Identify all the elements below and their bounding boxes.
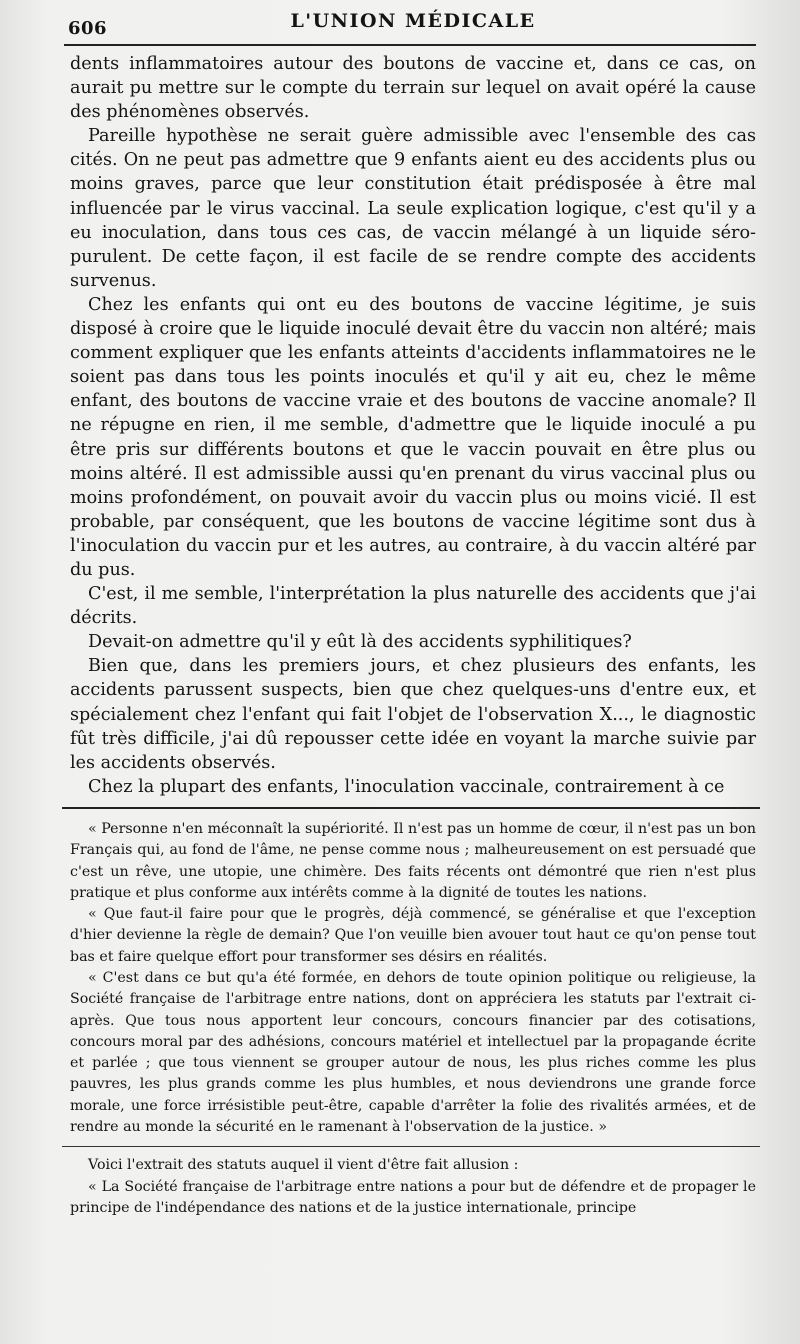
body-paragraph-4: C'est, il me semble, l'interprétation la plus naturelle des accidents que j'ai décrits.	[70, 584, 756, 629]
body-paragraph-1: dents inflammatoires autour des boutons de vaccine et, dans ce cas, on aurait pu mettre sur le compte du terrain sur lequel on avait opéré la cause des phénomènes observés.	[70, 54, 756, 123]
body-paragraph-3: Chez les enfants qui ont eu des boutons de vaccine légitime, je suis disposé à croire que le liquide inoculé devait être du vaccin non altéré; mais comment expliquer que les enfants atteints d'accidents inflammatoires ne le soient pas dans tous les points inoculés et qu'il y ait eu, chez le même enfant, des boutons de vaccine vraie et des boutons de vaccine anomale? Il ne répugne en rien, il me semble, d'admettre que le liquide inoculé a pu être pris sur différents boutons et que le vaccin pouvait en être plus ou moins altéré. Il est admissible aussi qu'en prenant du virus vaccinal plus ou moins profondément, on pouvait avoir du vaccin plus ou moins vicié. Il est probable, par conséquent, que les boutons de vaccine légitime sont dus à l'inoculation du vaccin pur et les autres, au contraire, à du vaccin altéré par du pus.	[70, 294, 756, 580]
body-paragraph-5: Devait-on admettre qu'il y eût là des accidents syphilitiques?	[88, 632, 632, 653]
body-paragraph-6: Bien que, dans les premiers jours, et chez plusieurs des enfants, les accidents parussent suspects, bien que chez quelques-uns d'entre eux, et spécialement chez l'enfant qui fait l'objet de l'observation X..., le diagnostic fût très difficile, j'ai dû repousser cette idée en voyant la marche suivie par les accidents observés.	[70, 656, 756, 773]
quotation-block	[70, 819, 756, 1138]
body-paragraph-2: Pareille hypothèse ne serait guère admissible avec l'ensemble des cas cités. On ne peut pas admettre que 9 enfants aient eu des accidents plus ou moins graves, parce que leur constitution était prédisposée à être mal influencée par le virus vaccinal. La seule explication logique, c'est qu'il y a eu inoculation, dans tous ces cas, de vaccin mélangé à un liquide séro-purulent. De cette façon, il est facile de se rendre compte des accidents survenus.	[70, 126, 756, 291]
page-number: 606	[68, 18, 108, 39]
running-title: L'UNION MÉDICALE	[290, 10, 536, 32]
header-rule	[64, 44, 756, 46]
main-text	[70, 52, 756, 799]
body-paragraph-7: Chez la plupart des enfants, l'inoculation vaccinale, contrairement à ce	[88, 776, 725, 797]
statutes-article: « La Société française de l'arbitrage entre nations a pour but de défendre et de propager le principe de l'indépendance des nations et de la justice internationale, principe	[70, 1178, 756, 1216]
quotation-paragraph-3: « C'est dans ce but qu'a été formée, en dehors de toute opinion politique ou religieuse, la Société française de l'arbitrage entre nations, dont on appréciera les statuts par l'extrait ci-après. Que tous nous apportent leur concours, concours financier par des cotisations, concours moral par des adhésions, concours matériel et intellectuel par la propagande écrite et parlée ; que tous viennent se grouper autour de nous, les plus riches comme les plus pauvres, les plus grands comme les plus humbles, et nous deviendrons une grande force morale, une force irrésistible peut-être, capable d'arrêter la folie des rivalités armées, et de rendre au monde la sécurité en le ramenant à l'observation de la justice. »	[70, 969, 756, 1136]
quotation-paragraph-1: « Personne n'en méconnaît la supériorité. Il n'est pas un homme de cœur, il n'est pas un bon Français qui, au fond de l'âme, ne pense comme nous ; malheureusement on est persuadé que c'est un rêve, une utopie, une chimère. Des faits récents ont démontré que rien n'est plus pratique et plus conforme aux intérêts comme à la dignité de toutes les nations.	[70, 820, 756, 901]
statutes-block	[70, 1155, 756, 1219]
quotation-paragraph-2: « Que faut-il faire pour que le progrès, déjà commencé, se généralise et que l'exception d'hier devienne la règle de demain? Que l'on veuille bien avouer tout haut ce qu'on pense tout bas et faire quelque effort pour transformer ses désirs en réalités.	[70, 906, 756, 965]
notes-divider	[62, 1146, 760, 1147]
page-header	[70, 4, 756, 38]
statutes-intro: Voici l'extrait des statuts auquel il vient d'être fait allusion :	[88, 1157, 519, 1174]
section-divider	[62, 807, 760, 809]
